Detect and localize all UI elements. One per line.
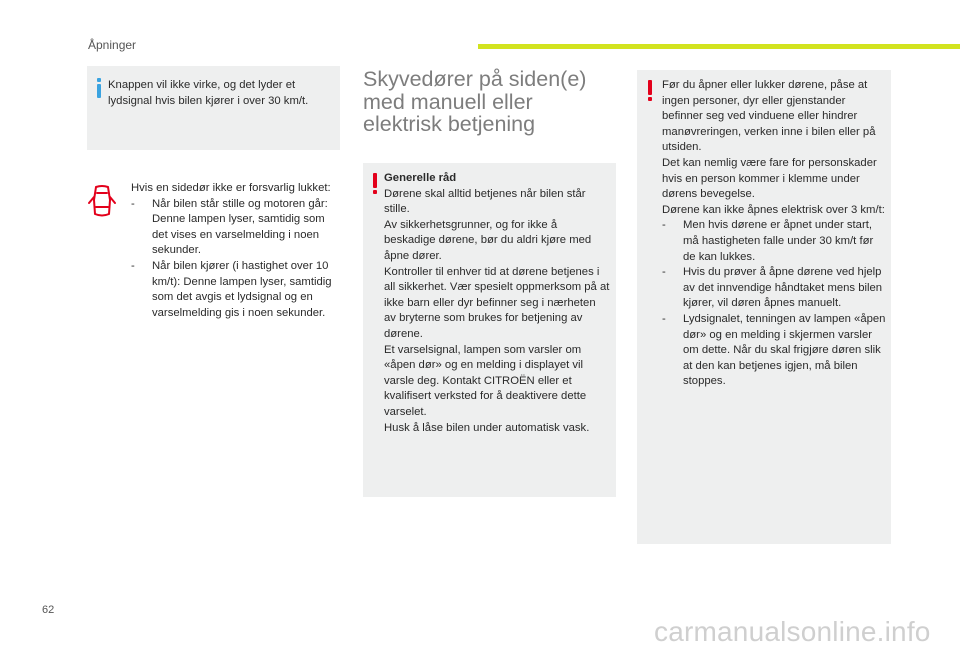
general-advice-paragraph: Et varselsignal, lampen som varsler om «åpen dør» og en melding i displayet vil varsle deg. Kontakt CITROËN eller et kvalifisert verksted for å deaktivere dette varselet.	[384, 343, 587, 418]
warning-icon	[373, 173, 377, 194]
list-item: - Men hvis dørene er åpnet under start, må hastigheten falle under 30 km/t før de kan lukkes.	[662, 219, 874, 263]
safety-warning-text	[662, 78, 886, 390]
safety-warning-item-1: Men hvis dørene er åpnet under start, må hastigheten falle under 30 km/t før de kan lukkes.	[683, 219, 874, 263]
door-warning-intro: Hvis en sidedør ikke er forsvarlig lukket:	[131, 182, 331, 194]
general-advice-title: Generelle råd	[384, 172, 457, 184]
safety-warning-item-2: Hvis du prøver å åpne dørene ved hjelp av det innvendige håndtaket mens bilen kjører, vil døren åpnes manuelt.	[683, 266, 883, 310]
list-item: - Hvis du prøver å åpne dørene ved hjelp av det innvendige håndtaket mens bilen kjører, vil døren åpnes manuelt.	[662, 266, 883, 310]
door-warning-item-1: Når bilen står stille og motoren går: Denne lampen lyser, samtidig som det vises en varselmelding i noen sekunder.	[152, 197, 328, 257]
general-advice-paragraph: Husk å låse bilen under automatisk vask.	[384, 421, 590, 434]
main-heading: Skyvedører på siden(e) med manuell eller elektrisk betjening	[363, 67, 587, 136]
general-advice-paragraph: Dørene skal alltid betjenes når bilen står stille.	[384, 187, 586, 216]
door-warning-text	[131, 181, 343, 321]
safety-warning-paragraph: Dørene kan ikke åpnes elektrisk over 3 km/t:	[662, 203, 885, 216]
door-warning-item-2: Når bilen kjører (i hastighet over 10 km/t): Denne lampen lyser, samtidig som det avgis et lydsignal og en varselmelding gis i noen sekunder.	[152, 259, 332, 319]
warning-icon	[648, 80, 652, 101]
info-note-text: Knappen vil ikke virke, og det lyder et lydsignal hvis bilen kjører i over 30 km/t.	[108, 79, 309, 107]
section-title: Åpninger	[88, 38, 137, 52]
safety-warning-paragraph: Det kan nemlig være fare for personskader hvis en person kommer i klemme under dørens bevegelse.	[662, 156, 877, 201]
general-advice-box	[363, 163, 616, 497]
watermark: carmanualsonline.info	[654, 616, 931, 647]
safety-warning-paragraph: Før du åpner eller lukker dørene, påse at ingen personer, dyr eller gjenstander befinner seg ved vinduene eller hindrer manøvreringen, verken inne i bilen eller på utsiden.	[662, 79, 876, 154]
page-number: 62	[42, 604, 55, 616]
list-item: - Lydsignalet, tenningen av lampen «åpen dør» og en melding i skjermen varsler om dette. Når du skal frigjøre døren slik at den kan betjenes igjen, må bilen stoppes.	[662, 312, 886, 388]
general-advice-text	[384, 171, 610, 436]
info-note-box	[87, 66, 340, 150]
safety-warning-box	[637, 70, 891, 544]
safety-warning-item-3: Lydsignalet, tenningen av lampen «åpen dør» og en melding i skjermen varsler om dette. Når du skal frigjøre døren slik at den kan betjenes igjen, må bilen stoppes.	[683, 312, 886, 388]
info-icon	[97, 78, 101, 98]
general-advice-paragraph: Kontroller til enhver tid at dørene betjenes i all sikkerhet. Vær spesielt oppmerksom på at ikke barn eller dyr befinner seg i nærheten av bryterne som brukes for betjening av dørene.	[384, 265, 610, 340]
section-accent-bar	[478, 44, 960, 49]
general-advice-paragraph: Av sikkerhetsgrunner, og for ikke å beskadige dørene, bør du aldri kjøre med åpne dører.	[384, 218, 592, 262]
list-item: - Når bilen kjører (i hastighet over 10 km/t): Denne lampen lyser, samtidig som det avgis et lydsignal og en varselmelding gis i noen sekunder.	[131, 259, 332, 319]
door-open-icon	[87, 184, 117, 220]
list-item: - Når bilen står stille og motoren går: Denne lampen lyser, samtidig som det vises en varselmelding i noen sekunder.	[131, 197, 328, 257]
